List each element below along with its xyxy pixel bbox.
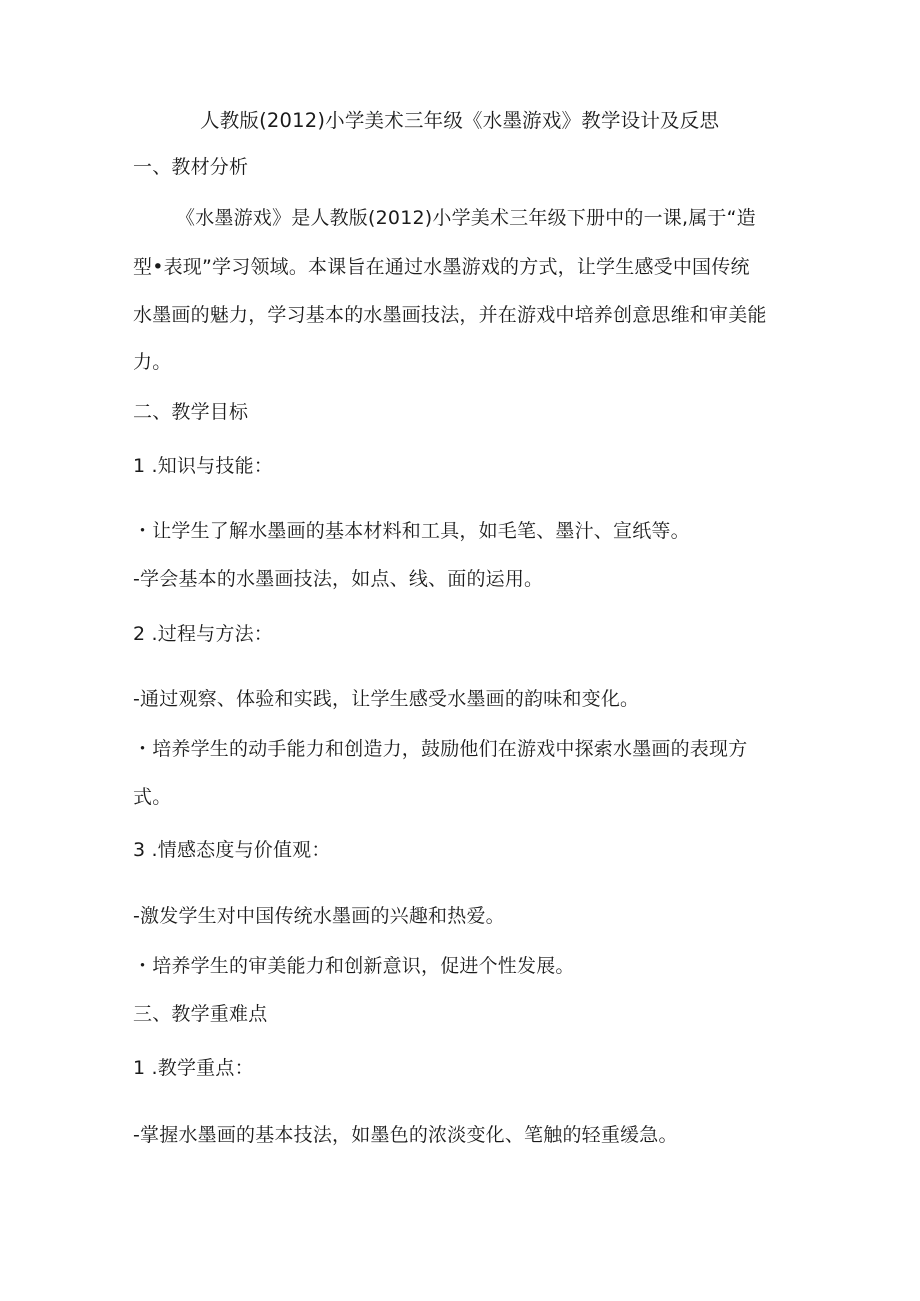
- paragraph-line: 水墨画的魅力，学习基本的水墨画技法，并在游戏中培养创意思维和审美能: [133, 304, 767, 326]
- list-item: -学会基本的水墨画技法，如点、线、面的运用。: [133, 568, 544, 590]
- subsection-heading: 2 .过程与方法：: [133, 623, 273, 645]
- list-item: -掌握水墨画的基本技法，如墨色的浓淡变化、笔触的轻重缓急。: [133, 1124, 678, 1146]
- list-item: -通过观察、体验和实践，让学生感受水墨画的韵味和变化。: [133, 688, 640, 710]
- subsection-heading: 3 .情感态度与价值观：: [133, 839, 331, 861]
- section-heading-1: 一、教材分析: [133, 156, 249, 178]
- list-item: ・培养学生的动手能力和创造力，鼓励他们在游戏中探索水墨画的表现方: [133, 738, 748, 760]
- paragraph-line: 《水墨游戏》是人教版(2012)小学美术三年级下册中的一课,属于“造: [176, 207, 756, 229]
- paragraph-line: 力。: [133, 351, 172, 373]
- paragraph-line: 型•表现”学习领域。本课旨在通过水墨游戏的方式，让学生感受中国传统: [133, 256, 750, 278]
- section-heading-2: 二、教学目标: [133, 401, 249, 423]
- list-item: 式。: [133, 786, 172, 808]
- section-heading-3: 三、教学重难点: [133, 1003, 268, 1025]
- list-item: ・培养学生的审美能力和创新意识，促进个性发展。: [133, 955, 575, 977]
- document-title: 人教版(2012)小学美术三年级《水墨游戏》教学设计及反思: [200, 109, 720, 132]
- subsection-heading: 1 .教学重点：: [133, 1057, 254, 1079]
- subsection-heading: 1 .知识与技能：: [133, 455, 273, 477]
- list-item: -激发学生对中国传统水墨画的兴趣和热爱。: [133, 905, 505, 927]
- list-item: ・让学生了解水墨画的基本材料和工具，如毛笔、墨汁、宣纸等。: [133, 520, 690, 542]
